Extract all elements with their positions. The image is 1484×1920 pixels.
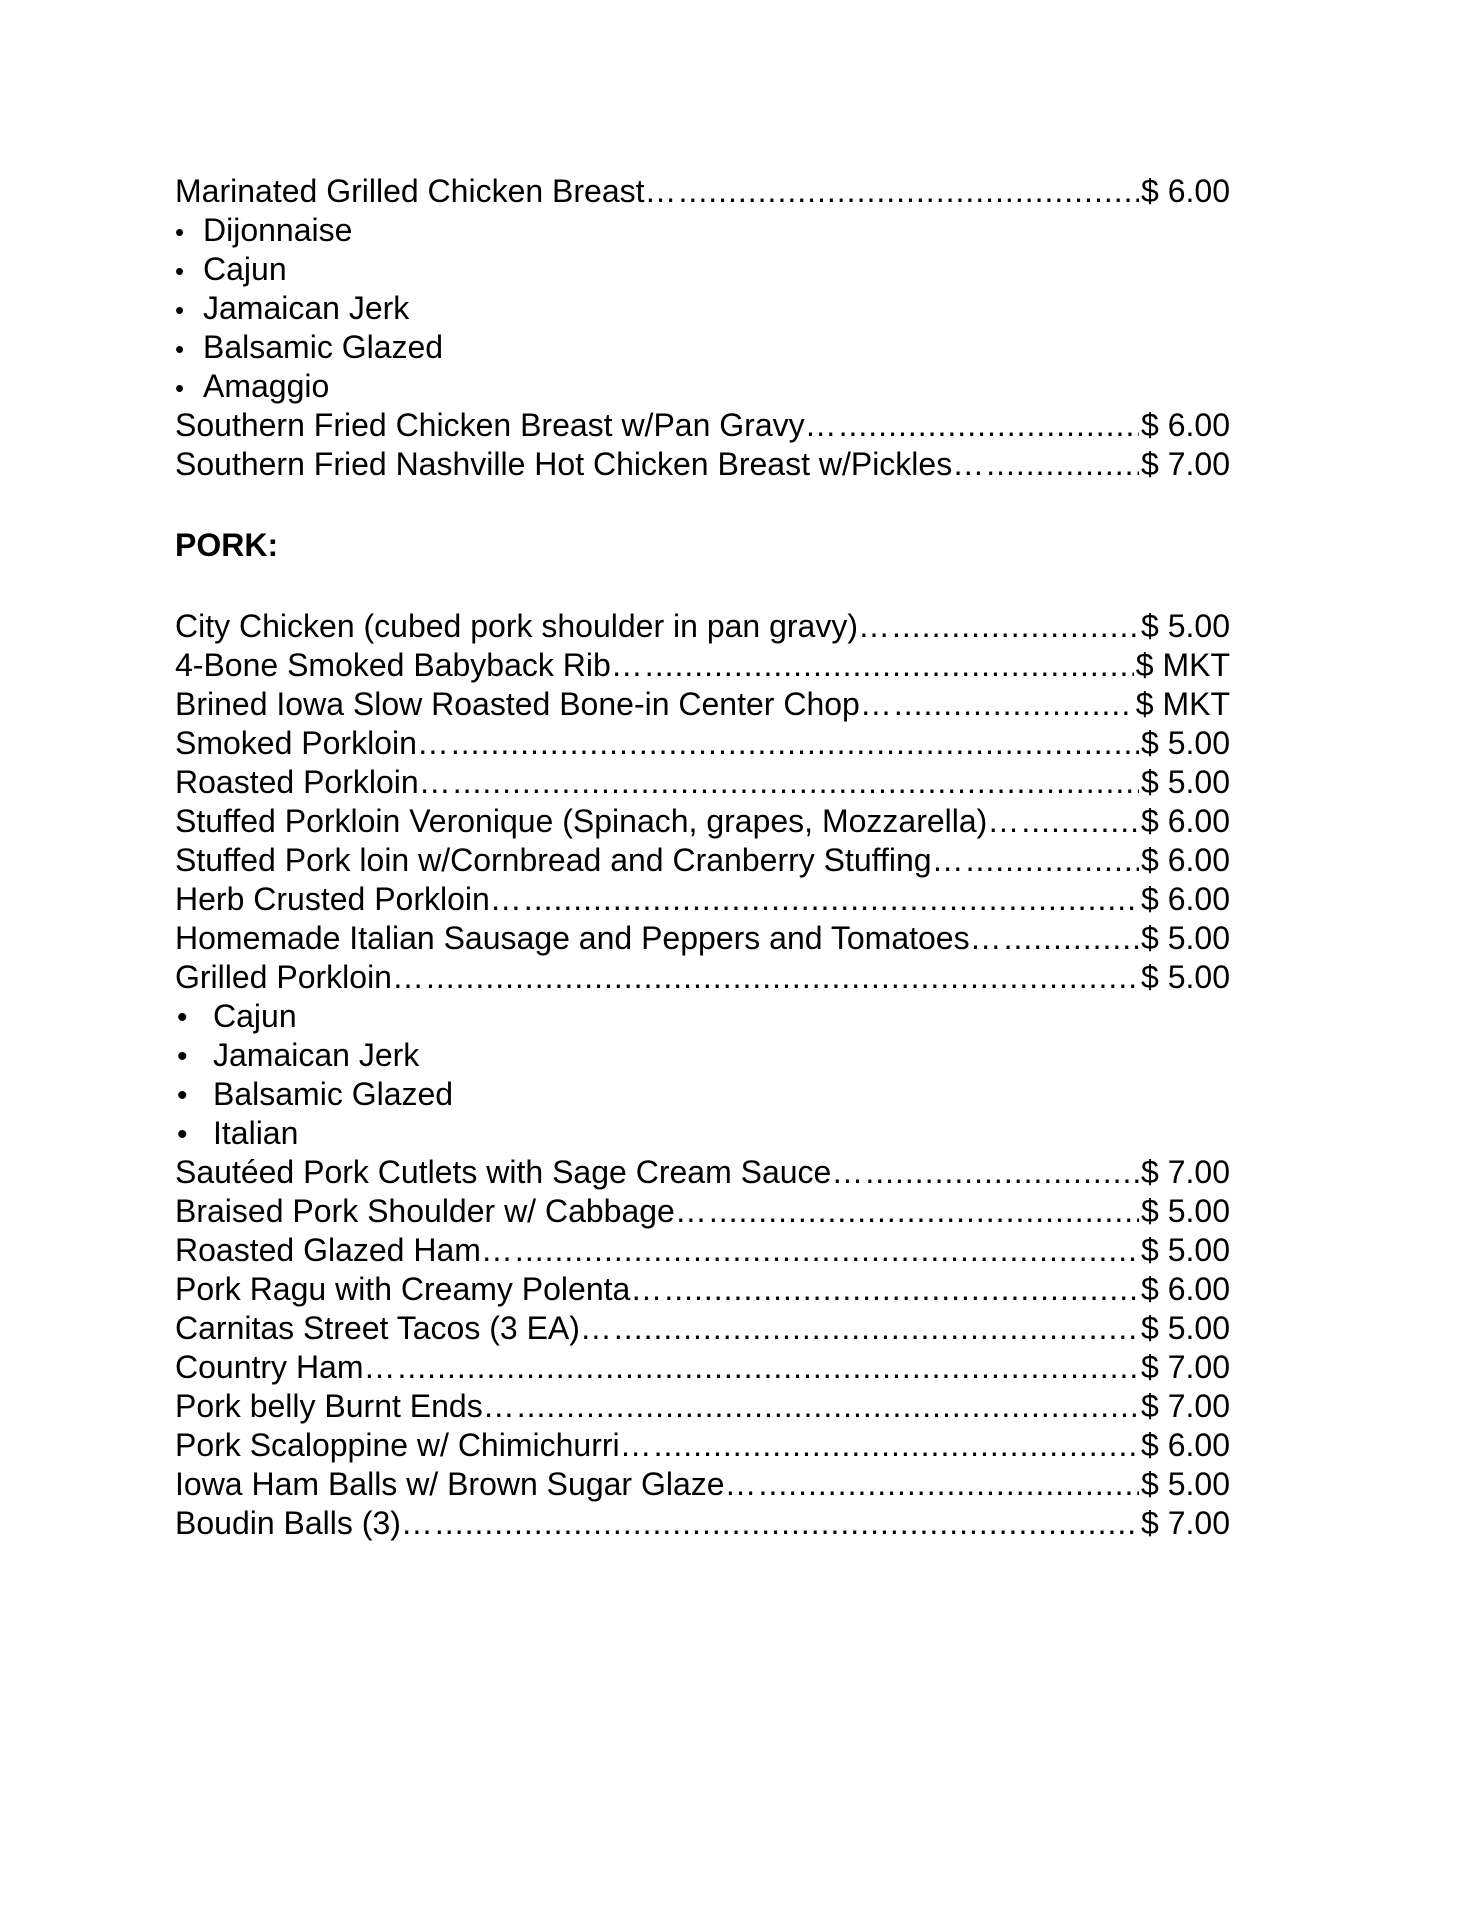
option-item <box>175 289 1230 328</box>
menu-item <box>175 1309 1230 1348</box>
item-price: $ 5.00 <box>1141 1232 1230 1268</box>
item-price: $ 6.00 <box>1141 407 1230 443</box>
bullet-icon: • <box>177 1079 188 1112</box>
dot-leader <box>645 646 1134 685</box>
item-name: 4-Bone Smoked Babyback Rib… <box>175 647 643 683</box>
item-name: Stuffed Porkloin Veronique (Spinach, grapes, Mozzarella)… <box>175 803 1020 839</box>
menu-item <box>175 646 1230 685</box>
item-price: $ 5.00 <box>1141 1466 1230 1502</box>
item-name: Herb Crusted Porkloin… <box>175 881 522 917</box>
option-item <box>175 211 1230 250</box>
item-name: Roasted Porkloin… <box>175 764 451 800</box>
item-price: $ 6.00 <box>1141 173 1230 209</box>
item-name: Pork Ragu with Creamy Polenta… <box>175 1271 663 1307</box>
dot-leader <box>839 406 1139 445</box>
menu-item <box>175 685 1230 724</box>
bullet-icon: • <box>175 373 185 403</box>
menu-item <box>175 1348 1230 1387</box>
bullet-icon: • <box>175 256 185 286</box>
dot-leader <box>426 958 1139 997</box>
bullet-icon: • <box>175 295 185 325</box>
option-item <box>175 328 1230 367</box>
item-price: $ 5.00 <box>1141 1193 1230 1229</box>
option-label: Cajun <box>213 998 297 1034</box>
option-item <box>175 250 1230 289</box>
item-name: Boudin Balls (3)… <box>175 1505 433 1541</box>
bullet-icon: • <box>177 1040 188 1073</box>
option-item <box>175 1036 1230 1075</box>
option-label: Amaggio <box>203 368 330 404</box>
dot-leader <box>517 1387 1139 1426</box>
item-name: Iowa Ham Balls w/ Brown Sugar Glaze… <box>175 1466 757 1502</box>
item-name: Smoked Porkloin… <box>175 725 449 761</box>
menu-item <box>175 724 1230 763</box>
item-price: $ 7.00 <box>1141 1349 1230 1385</box>
dot-leader <box>892 607 1139 646</box>
dot-leader <box>1004 919 1139 958</box>
dot-leader <box>664 1270 1139 1309</box>
menu-item <box>175 1387 1230 1426</box>
item-price: $ 6.00 <box>1141 1271 1230 1307</box>
menu-item <box>175 1192 1230 1231</box>
item-price: $ MKT <box>1135 686 1230 722</box>
menu-item <box>175 607 1230 646</box>
bullet-icon: • <box>175 334 185 364</box>
menu-item <box>175 919 1230 958</box>
menu-item <box>175 1504 1230 1543</box>
item-name: Grilled Porkloin… <box>175 959 424 995</box>
item-name: Stuffed Pork loin w/Cornbread and Cranberry Stuffing… <box>175 842 964 878</box>
item-price: $ 7.00 <box>1141 446 1230 482</box>
option-label: Jamaican Jerk <box>203 290 410 326</box>
item-name: Brined Iowa Slow Roasted Bone-in Center Chop… <box>175 686 892 722</box>
item-name: Southern Fried Chicken Breast w/Pan Gravy… <box>175 407 837 443</box>
dot-leader <box>966 841 1139 880</box>
menu-item <box>175 445 1230 484</box>
dot-leader <box>524 880 1139 919</box>
item-name: Pork belly Burnt Ends… <box>175 1388 515 1424</box>
item-price: $ 5.00 <box>1141 764 1230 800</box>
option-item <box>175 997 1230 1036</box>
dot-leader <box>451 724 1139 763</box>
item-name: City Chicken (cubed pork shoulder in pan gravy)… <box>175 608 890 644</box>
option-label: Cajun <box>203 251 287 287</box>
option-label: Balsamic Glazed <box>213 1076 454 1112</box>
item-price: $ 7.00 <box>1141 1154 1230 1190</box>
dot-leader <box>398 1348 1140 1387</box>
item-name: Marinated Grilled Chicken Breast… <box>175 173 677 209</box>
item-price: $ 5.00 <box>1141 1310 1230 1346</box>
dot-leader <box>453 763 1139 802</box>
menu-page <box>175 172 1230 1543</box>
option-item <box>175 1114 1230 1153</box>
menu-item <box>175 1465 1230 1504</box>
item-price: $ 7.00 <box>1141 1388 1230 1424</box>
menu-item <box>175 1231 1230 1270</box>
item-name: Carnitas Street Tacos (3 EA)… <box>175 1310 612 1346</box>
bullet-icon: • <box>175 217 185 247</box>
menu-item <box>175 880 1230 919</box>
item-name: Braised Pork Shoulder w/ Cabbage… <box>175 1193 707 1229</box>
menu-item <box>175 1270 1230 1309</box>
item-price: $ 5.00 <box>1141 608 1230 644</box>
menu-item <box>175 841 1230 880</box>
menu-item <box>175 406 1230 445</box>
item-price: $ 5.00 <box>1141 725 1230 761</box>
dot-leader <box>986 445 1139 484</box>
item-name: Southern Fried Nashville Hot Chicken Breast w/Pickles… <box>175 446 985 482</box>
item-name: Pork Scaloppine w/ Chimichurri… <box>175 1427 652 1463</box>
item-price: $ 5.00 <box>1141 920 1230 956</box>
item-price: $ 7.00 <box>1141 1505 1230 1541</box>
menu-item <box>175 1153 1230 1192</box>
dot-leader <box>709 1192 1139 1231</box>
option-label: Italian <box>213 1115 299 1151</box>
option-item <box>175 1075 1230 1114</box>
option-label: Jamaican Jerk <box>213 1037 420 1073</box>
option-item <box>175 367 1230 406</box>
item-name: Country Ham… <box>175 1349 396 1385</box>
item-price: $ 6.00 <box>1141 803 1230 839</box>
dot-leader <box>759 1465 1139 1504</box>
item-price: $ 5.00 <box>1141 959 1230 995</box>
menu-item <box>175 1426 1230 1465</box>
option-label: Balsamic Glazed <box>203 329 444 365</box>
item-price: $ 6.00 <box>1141 881 1230 917</box>
menu-item <box>175 802 1230 841</box>
dot-leader <box>614 1309 1139 1348</box>
dot-leader <box>654 1426 1139 1465</box>
dot-leader <box>435 1504 1139 1543</box>
menu-item <box>175 763 1230 802</box>
item-price: $ 6.00 <box>1141 842 1230 878</box>
menu-item <box>175 958 1230 997</box>
dot-leader <box>865 1153 1139 1192</box>
bullet-icon: • <box>177 1118 188 1151</box>
option-label: Dijonnaise <box>203 212 353 248</box>
dot-leader <box>515 1231 1139 1270</box>
bullet-icon: • <box>177 1001 188 1034</box>
item-name: Sautéed Pork Cutlets with Sage Cream Sauce… <box>175 1154 864 1190</box>
item-name: Homemade Italian Sausage and Peppers and Tomatoes… <box>175 920 1002 956</box>
dot-leader <box>1021 802 1139 841</box>
item-price: $ 6.00 <box>1141 1427 1230 1463</box>
menu-item <box>175 172 1230 211</box>
dot-leader <box>679 172 1140 211</box>
item-price: $ MKT <box>1135 647 1230 683</box>
dot-leader <box>894 685 1134 724</box>
item-name: Roasted Glazed Ham… <box>175 1232 513 1268</box>
section-heading-pork: PORK: <box>175 527 279 563</box>
